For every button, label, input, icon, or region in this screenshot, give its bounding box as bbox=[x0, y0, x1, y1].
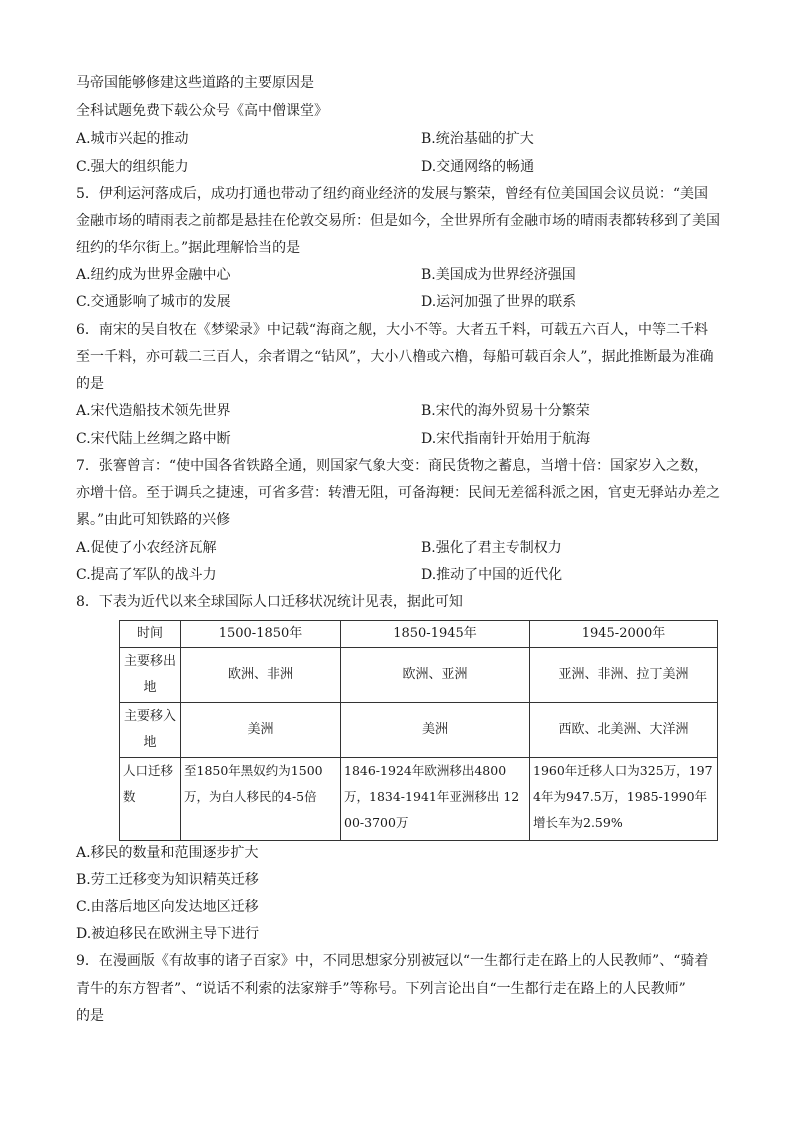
q5-stem-line2: 金融市场的晴雨表之前都是悬挂在伦敦交易所：但是如今，全世界所有金融市场的晴雨表都转移到了美国 bbox=[76, 213, 720, 229]
q6-option-c: C.宋代陆上丝绸之路中断 bbox=[76, 431, 231, 447]
q6-stem-line1: 6．南宋的吴自牧在《梦梁录》中记载“海商之舰，大小不等。大者五千料，可载五六百人，中等二千料 bbox=[76, 322, 709, 338]
q4-option-d: D.交通网络的畅通 bbox=[421, 159, 535, 175]
row-label: 主要移出地 bbox=[120, 648, 181, 703]
table-cell: 美洲 bbox=[341, 703, 530, 758]
promo-line: 全科试题免费下载公众号《高中僧课堂》 bbox=[76, 103, 328, 119]
table-cell: 至1850年黑奴约为1500万，为白人移民的4-5倍 bbox=[181, 758, 341, 841]
row-label: 主要移入地 bbox=[120, 703, 181, 758]
table-cell: 欧洲、非洲 bbox=[181, 648, 341, 703]
question-4-stem-tail: 马帝国能够修建这些道路的主要原因是 bbox=[76, 75, 314, 91]
q5-stem-line1: 5．伊利运河落成后，成功打通也带动了纽约商业经济的发展与繁荣，曾经有位美国国会议员说：“美国 bbox=[76, 186, 709, 202]
table-header-row bbox=[120, 621, 718, 648]
q5-option-b: B.美国成为世界经济强国 bbox=[421, 267, 576, 283]
q6-option-b: B.宋代的海外贸易十分繁荣 bbox=[421, 403, 590, 419]
q8-stem: 8．下表为近代以来全球国际人口迁移状况统计见表，据此可知 bbox=[76, 594, 463, 610]
q6-option-a: A.宋代造船技术领先世界 bbox=[76, 403, 231, 419]
q9-stem-line1: 9．在漫画版《有故事的诸子百家》中，不同思想家分别被冠以“一生都行走在路上的人民教师”、“骑着 bbox=[76, 953, 709, 969]
migration-table bbox=[119, 620, 718, 841]
table-cell: 西欧、北美洲、大洋洲 bbox=[530, 703, 718, 758]
q5-option-c: C.交通影响了城市的发展 bbox=[76, 294, 231, 310]
q7-option-b: B.强化了君主专制权力 bbox=[421, 540, 562, 556]
table-cell: 1846-1924年欧洲移出4800万，1834-1941年亚洲移出 1200-3700万 bbox=[341, 758, 530, 841]
q8-option-b: B.劳工迁移变为知识精英迁移 bbox=[76, 872, 259, 888]
q8-option-c: C.由落后地区向发达地区迁移 bbox=[76, 899, 259, 915]
table-row bbox=[120, 703, 718, 758]
q4-option-a: A.城市兴起的推动 bbox=[76, 131, 189, 147]
q5-option-d: D.运河加强了世界的联系 bbox=[421, 294, 577, 310]
q9-stem-line3: 的是 bbox=[76, 1008, 104, 1024]
table-row bbox=[120, 648, 718, 703]
q8-option-d: D.被迫移民在欧洲主导下进行 bbox=[76, 926, 260, 942]
table-cell: 美洲 bbox=[181, 703, 341, 758]
table-header-cell: 1850-1945年 bbox=[341, 621, 530, 648]
table-cell: 1960年迁移人口为325万，1974年为947.5万，1985-1990年增长车为2.59% bbox=[530, 758, 718, 841]
q6-stem-line3: 的是 bbox=[76, 376, 104, 392]
table-header-cell: 1945-2000年 bbox=[530, 621, 718, 648]
q8-option-a: A.移民的数量和范围逐步扩大 bbox=[76, 845, 259, 861]
table-cell: 欧洲、亚洲 bbox=[341, 648, 530, 703]
q4-option-b: B.统治基础的扩大 bbox=[421, 131, 534, 147]
row-label: 人口迁移数 bbox=[120, 758, 181, 841]
q7-stem-line3: 累。”由此可知铁路的兴修 bbox=[76, 512, 231, 528]
q6-option-d: D.宋代指南针开始用于航海 bbox=[421, 431, 591, 447]
q7-stem-line1: 7．张謇曾言：“使中国各省铁路全通，则国家气象大变：商民货物之蓄息，当增十倍：国家岁入之数， bbox=[76, 458, 709, 474]
table-header-cell: 1500-1850年 bbox=[181, 621, 341, 648]
q5-option-a: A.纽约成为世界金融中心 bbox=[76, 267, 231, 283]
q4-option-c: C.强大的组织能力 bbox=[76, 159, 189, 175]
q5-stem-line3: 纽约的华尔街上。”据此理解恰当的是 bbox=[76, 240, 301, 256]
table-header-cell: 时间 bbox=[120, 621, 181, 648]
q6-stem-line2: 至一千料，亦可载二三百人，余者谓之“钻风”，大小八橹或六橹，每船可载百余人”，据此推断最为准确 bbox=[76, 349, 714, 365]
q7-option-c: C.提高了军队的战斗力 bbox=[76, 567, 217, 583]
q7-option-d: D.推动了中国的近代化 bbox=[421, 567, 563, 583]
table-cell: 亚洲、非洲、拉丁美洲 bbox=[530, 648, 718, 703]
table-row bbox=[120, 758, 718, 841]
q9-stem-line2: 青牛的东方智者”、“说话不利索的法家辩手”等称号。下列言论出自“一生都行走在路上的人民教师” bbox=[76, 981, 686, 997]
q7-stem-line2: 亦增十倍。至于调兵之捷速，可省多营：转漕无阻，可备海粳：民间无差徭科派之困，官吏无驿站办差之 bbox=[76, 485, 720, 501]
q7-option-a: A.促使了小农经济瓦解 bbox=[76, 540, 217, 556]
